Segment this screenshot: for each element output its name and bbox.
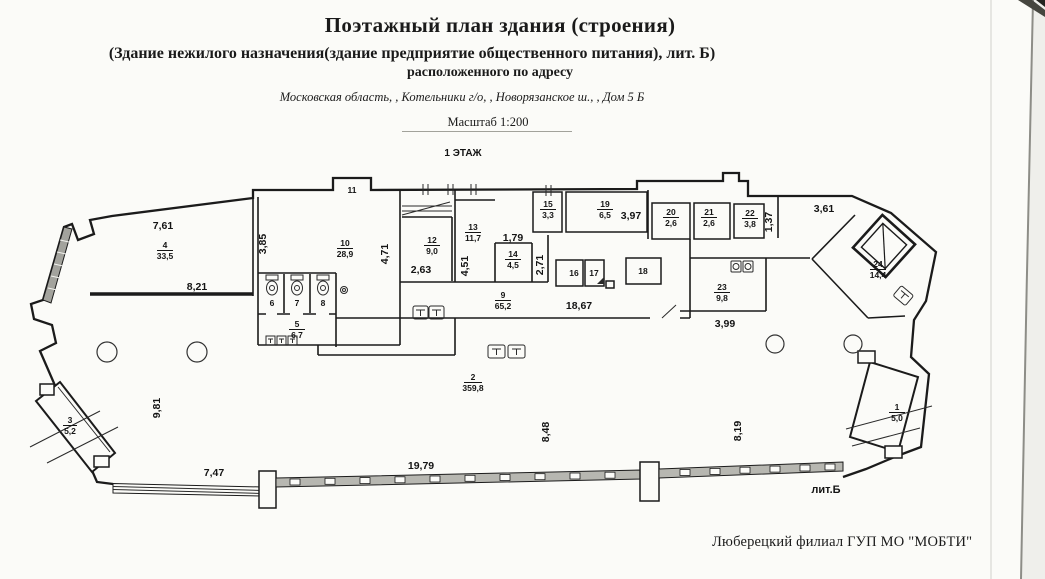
stairwell-room-24	[853, 215, 915, 277]
room-number: 13	[468, 222, 478, 232]
sink-icon	[731, 261, 741, 272]
footer-organization: Люберецкий филиал ГУП МО "МОБТИ"	[712, 534, 973, 550]
room-number: 3	[67, 415, 73, 425]
room-number: 19	[600, 199, 610, 209]
room-number: 22	[745, 208, 755, 218]
dimension: 4,51	[459, 255, 471, 277]
radiator-icon	[413, 306, 428, 319]
room-area: 5,0	[891, 413, 903, 423]
room-area: 6,5	[599, 210, 611, 220]
dimension: 7,47	[203, 467, 225, 479]
room-area: 33,5	[156, 251, 174, 261]
left-window-hatch	[43, 227, 72, 303]
column	[844, 335, 862, 353]
dimension: 8,19	[732, 420, 744, 442]
sink-icon	[743, 261, 753, 272]
room-area: 359,8	[462, 383, 484, 393]
room-number: 14	[508, 249, 518, 259]
room-area: 2,6	[665, 218, 677, 228]
dimension: 8,48	[540, 421, 552, 443]
radiator-icon	[893, 285, 914, 305]
room-number: 8	[320, 298, 326, 308]
toilet-icon	[317, 275, 329, 295]
room-number: 1	[894, 402, 900, 412]
room-number: 24	[873, 259, 883, 269]
room-number: 4	[162, 240, 168, 250]
room-number: 9	[500, 290, 506, 300]
column	[97, 342, 117, 362]
interior-walls	[90, 184, 905, 355]
room-number: 5	[294, 319, 300, 329]
scale-line: Масштаб 1:200	[447, 115, 529, 129]
room-number: 23	[717, 282, 727, 292]
toilet-icon	[266, 275, 278, 295]
dimension: 3,61	[813, 203, 835, 215]
room-area: 9,0	[426, 246, 438, 256]
floor-label: 1 ЭТАЖ	[444, 148, 482, 159]
room-area: 2,6	[703, 218, 715, 228]
dimension: 1,79	[502, 232, 524, 244]
room-area: 6,7	[291, 330, 303, 340]
room-number: 21	[704, 207, 714, 217]
room-area: 9,8	[716, 293, 728, 303]
service-box-icon	[266, 336, 275, 345]
radiator-icon	[488, 345, 505, 358]
building-letter-label: лит.Б	[811, 484, 841, 496]
located-at-line: расположенного по адресу	[406, 65, 574, 80]
toilet-icon	[291, 275, 303, 295]
dimension: 3,85	[257, 233, 269, 255]
room-area: 5,2	[64, 426, 76, 436]
service-box-icon	[277, 336, 286, 345]
sink-icon	[341, 287, 348, 294]
room-number: 2	[470, 372, 476, 382]
bay-room-1	[846, 351, 932, 458]
dimension: 7,61	[152, 220, 174, 232]
room-area: 11,7	[464, 233, 482, 243]
dimension: 19,79	[407, 460, 435, 472]
dimension: 9,81	[151, 397, 163, 419]
room-area: 3,3	[542, 210, 554, 220]
dimension: 3,99	[714, 318, 736, 330]
radiator-icon	[429, 306, 444, 319]
room-number: 7	[294, 298, 300, 308]
address-line: Московская область, , Котельники г/о, , Новорязанское ш., , Дом 5 Б	[279, 90, 645, 104]
room-number: 12	[427, 235, 437, 245]
column	[766, 335, 784, 353]
dimension: 2,71	[534, 254, 546, 276]
room-number: 18	[638, 266, 648, 276]
dimension: 1,37	[763, 211, 775, 233]
room-area: 28,9	[336, 249, 354, 259]
room-number: 11	[347, 185, 357, 195]
dimension: 8,21	[186, 281, 208, 293]
document-title: Поэтажный план здания (строения)	[324, 13, 676, 37]
room-number: 20	[666, 207, 676, 217]
dimension: 18,67	[565, 300, 593, 312]
columns	[97, 335, 862, 362]
room-number: 6	[269, 298, 275, 308]
radiator-icon	[508, 345, 525, 358]
room-number: 15	[543, 199, 553, 209]
room-area: 4,5	[507, 260, 519, 270]
dimension: 3,97	[620, 210, 642, 222]
column	[187, 342, 207, 362]
room-number: 10	[340, 238, 350, 248]
room-area: 14,4	[869, 270, 887, 280]
room-area: 3,8	[744, 219, 756, 229]
dimension: 4,71	[379, 243, 391, 265]
room-number: 17	[589, 268, 599, 278]
document-subtitle: (Здание нежилого назначения(здание предприятие общественного питания), лит. Б)	[108, 45, 716, 62]
scan-artifacts	[991, 0, 1045, 579]
room-area: 65,2	[494, 301, 512, 311]
dimension: 2,63	[410, 264, 432, 276]
room-number: 16	[569, 268, 579, 278]
